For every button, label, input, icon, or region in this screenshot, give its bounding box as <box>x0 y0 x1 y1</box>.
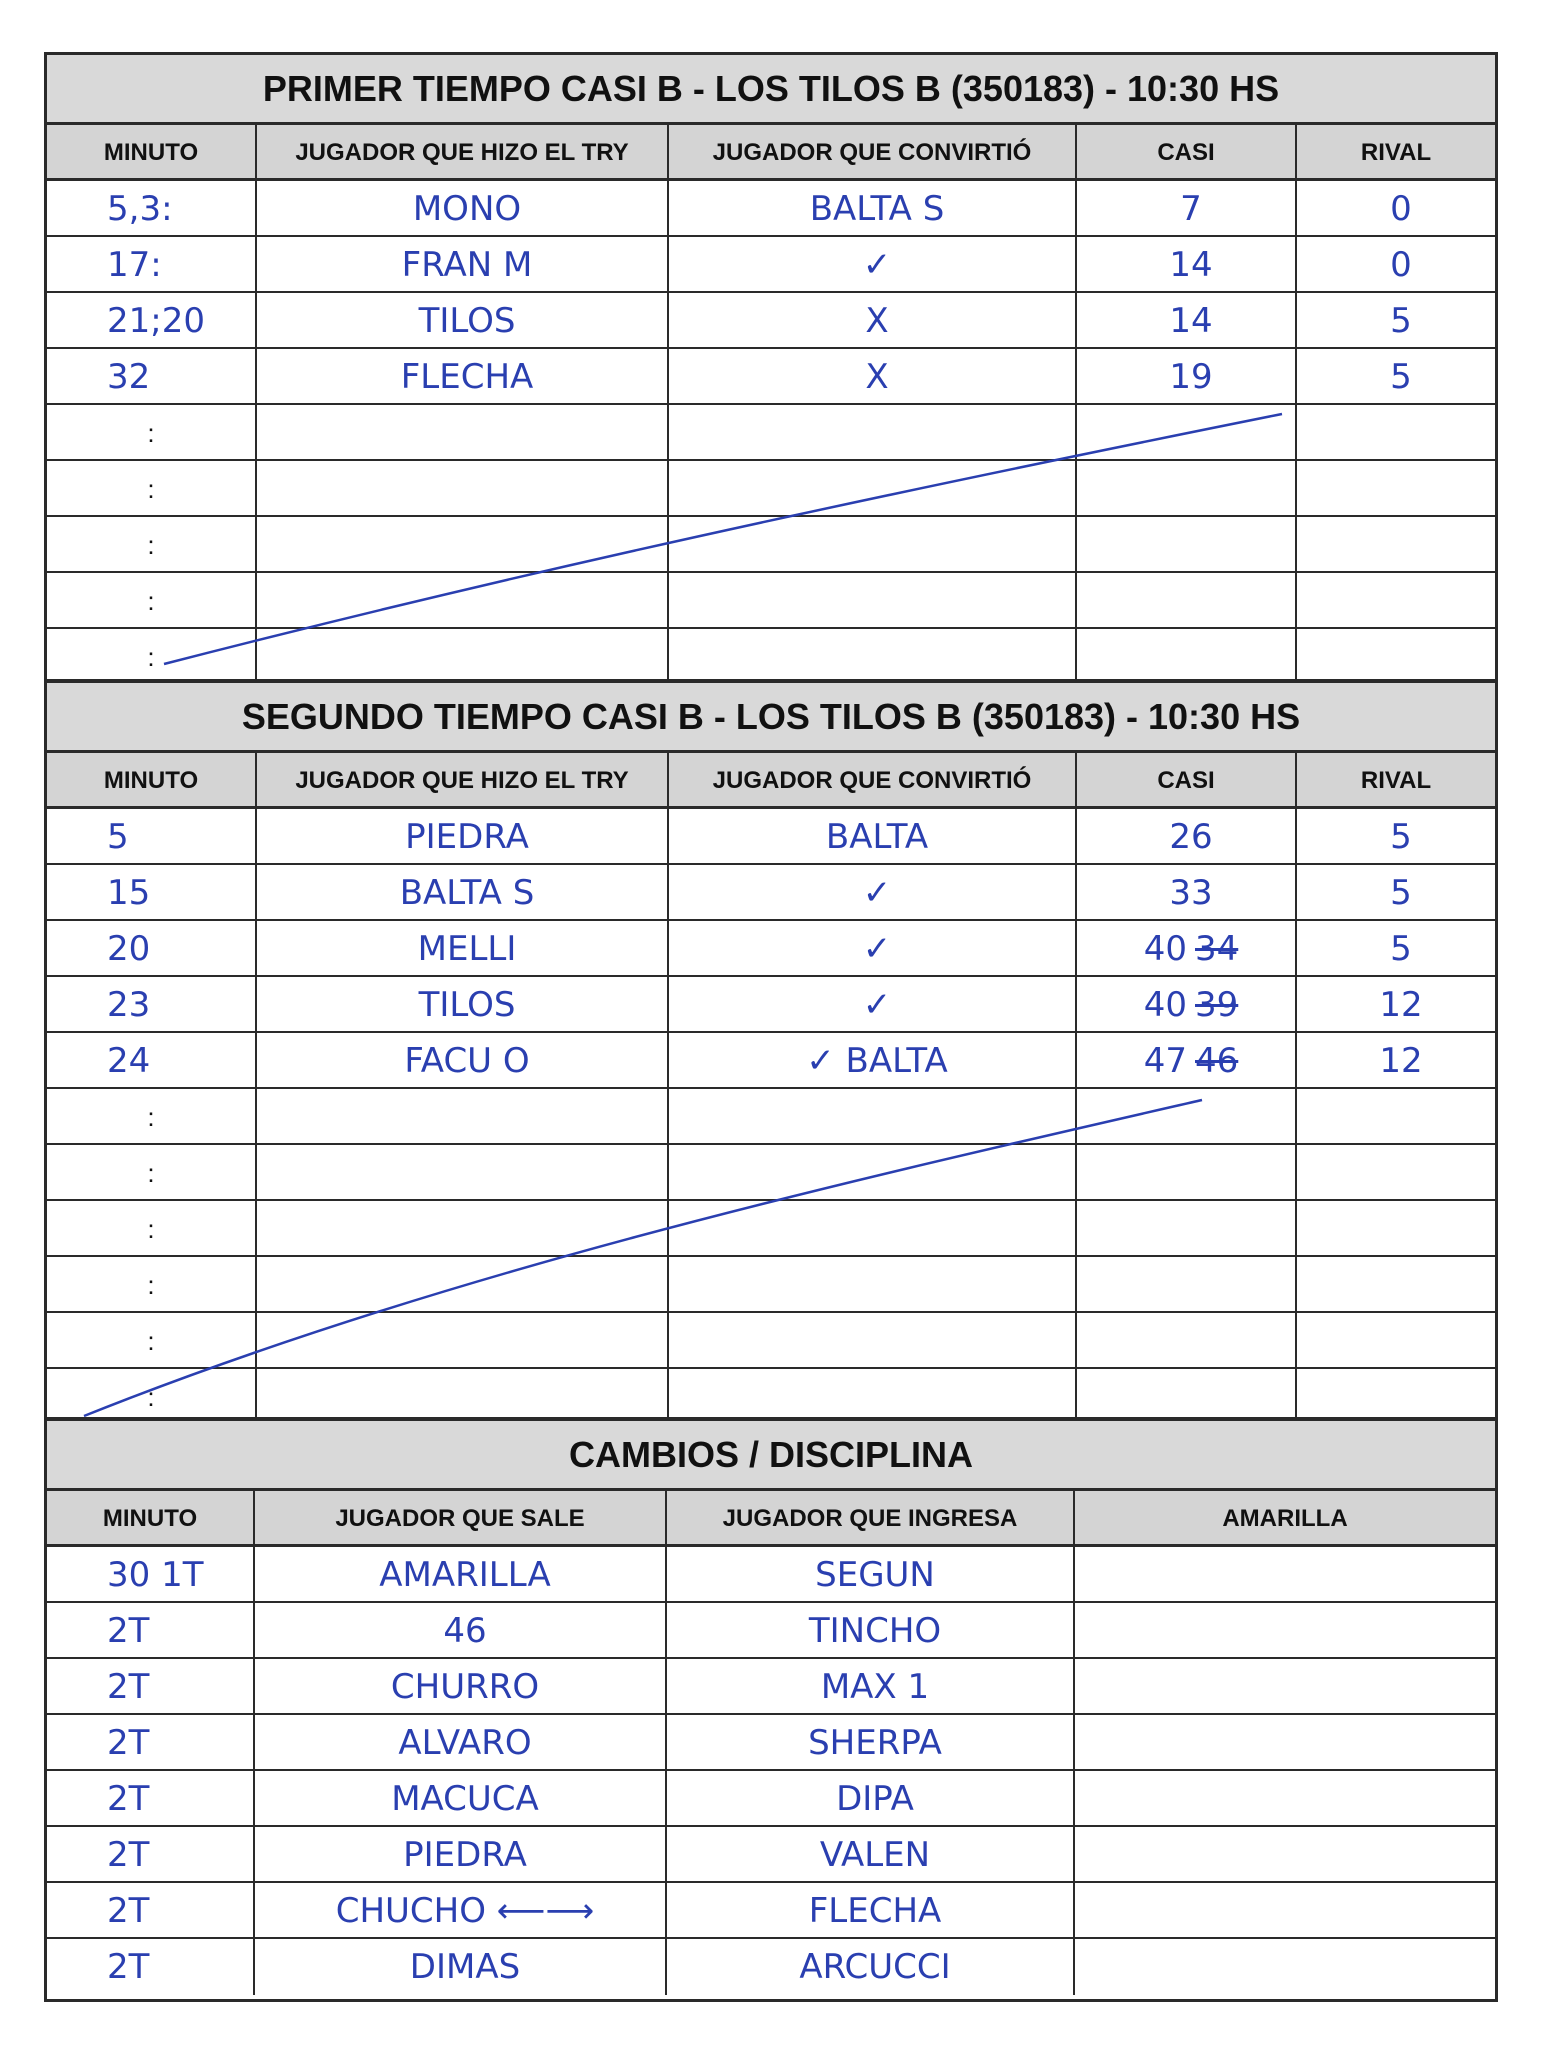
minute-cell: 32 <box>47 349 257 403</box>
minute-cell: 5 <box>47 809 257 863</box>
player-in-cell: ARCUCCI <box>667 1939 1075 1995</box>
table-row <box>47 349 1495 405</box>
minute-cell: 2T <box>47 1603 255 1657</box>
minute-cell: : <box>47 573 257 627</box>
minute-cell: : <box>47 1089 257 1143</box>
casi-score: 40 <box>1143 985 1187 1025</box>
first-half-rows <box>47 181 1495 685</box>
minute-cell: 2T <box>47 1659 255 1713</box>
converter-cell <box>669 1201 1077 1255</box>
casi-score-cell <box>1077 349 1297 403</box>
casi-score-cell <box>1077 573 1297 627</box>
rival-score-cell: 5 <box>1390 357 1412 397</box>
try-scorer-cell: PIEDRA <box>257 809 669 863</box>
header-try-scorer: JUGADOR QUE HIZO EL TRY <box>257 125 669 178</box>
header-rival: RIVAL <box>1360 767 1432 794</box>
second-half-header-row <box>47 753 1495 809</box>
table-row <box>47 461 1495 517</box>
try-scorer-cell <box>257 1145 669 1199</box>
minute-cell: : <box>47 1369 257 1425</box>
casi-score-cell <box>1077 865 1297 919</box>
table-row <box>47 1603 1495 1659</box>
table-row <box>47 809 1495 865</box>
converter-cell <box>669 1313 1077 1367</box>
player-in-cell: TINCHO <box>667 1603 1075 1657</box>
table-row <box>47 1201 1495 1257</box>
match-sheet <box>44 52 1498 2002</box>
try-scorer-cell <box>257 405 669 459</box>
table-row <box>47 921 1495 977</box>
rival-score-cell <box>1297 461 1495 515</box>
player-in-cell: SHERPA <box>667 1715 1075 1769</box>
table-row <box>47 1939 1495 1995</box>
casi-score-cell <box>1077 405 1297 459</box>
player-out-cell: ALVARO <box>255 1715 667 1769</box>
minute-cell: : <box>47 517 257 571</box>
try-scorer-cell <box>257 1089 669 1143</box>
casi-score-cell <box>1077 629 1297 685</box>
player-out-cell: CHURRO <box>255 1659 667 1713</box>
try-scorer-cell <box>257 461 669 515</box>
rival-score-cell <box>1297 1313 1495 1367</box>
casi-score-cell <box>1077 1257 1297 1311</box>
yellow-card-cell <box>1075 1883 1495 1937</box>
rival-score-cell: 0 <box>1390 189 1412 229</box>
try-scorer-cell <box>257 573 669 627</box>
first-half-table <box>44 52 1498 682</box>
rival-score-cell <box>1297 573 1495 627</box>
header-converter: JUGADOR QUE CONVIRTIÓ <box>669 753 1077 806</box>
converter-cell <box>669 573 1077 627</box>
converter-cell <box>669 1257 1077 1311</box>
casi-score-struck: 39 <box>1195 985 1239 1025</box>
casi-score: 14 <box>1169 245 1213 285</box>
yellow-card-cell <box>1075 1827 1495 1881</box>
casi-score-cell <box>1077 1313 1297 1367</box>
try-scorer-cell: MELLI <box>257 921 669 975</box>
table-row <box>47 181 1495 237</box>
minute-cell: 17: <box>47 237 257 291</box>
try-scorer-cell: MONO <box>257 181 669 235</box>
converter-cell <box>669 517 1077 571</box>
player-out-cell: CHUCHO ⟵⟶ <box>255 1883 667 1937</box>
rival-score-cell <box>1297 517 1495 571</box>
table-row <box>47 1145 1495 1201</box>
casi-score-cell <box>1077 517 1297 571</box>
table-row <box>47 1547 1495 1603</box>
table-row <box>47 1033 1495 1089</box>
converter-cell: BALTA S <box>669 181 1077 235</box>
casi-score: 7 <box>1180 189 1202 229</box>
rival-score-cell: 0 <box>1390 245 1412 285</box>
rival-score-cell: 12 <box>1379 1041 1423 1081</box>
casi-score-struck: 34 <box>1195 929 1239 969</box>
converter-cell: X <box>669 349 1077 403</box>
table-row <box>47 1089 1495 1145</box>
table-row <box>47 237 1495 293</box>
try-scorer-cell <box>257 1201 669 1255</box>
try-scorer-cell <box>257 1313 669 1367</box>
rival-score-cell: 5 <box>1390 873 1412 913</box>
converter-cell: ✓ <box>669 237 1077 291</box>
rival-score-cell: 12 <box>1379 985 1423 1025</box>
header-rival: RIVAL <box>1360 139 1432 166</box>
casi-score-cell <box>1077 809 1297 863</box>
rival-score-cell <box>1297 1145 1495 1199</box>
minute-cell: 2T <box>47 1715 255 1769</box>
table-row <box>47 1369 1495 1425</box>
player-in-cell: FLECHA <box>667 1883 1075 1937</box>
minute-cell: 20 <box>47 921 257 975</box>
converter-cell: ✓ <box>669 865 1077 919</box>
minute-cell: 15 <box>47 865 257 919</box>
table-row <box>47 1715 1495 1771</box>
header-try-scorer: JUGADOR QUE HIZO EL TRY <box>257 753 669 806</box>
try-scorer-cell: TILOS <box>257 977 669 1031</box>
converter-cell: X <box>669 293 1077 347</box>
yellow-card-cell <box>1075 1603 1495 1657</box>
first-half-title: PRIMER TIEMPO CASI B - LOS TILOS B (350183) - 10:30 HS <box>47 55 1495 125</box>
second-half-table <box>44 680 1498 1420</box>
casi-score-cell <box>1077 293 1297 347</box>
try-scorer-cell <box>257 517 669 571</box>
converter-cell <box>669 629 1077 685</box>
minute-cell: 30 1T <box>47 1547 255 1601</box>
casi-score: 26 <box>1169 817 1213 857</box>
minute-cell: 24 <box>47 1033 257 1087</box>
header-casi: CASI <box>1077 753 1297 806</box>
try-scorer-cell: FLECHA <box>257 349 669 403</box>
header-converter: JUGADOR QUE CONVIRTIÓ <box>669 125 1077 178</box>
minute-cell: : <box>47 629 257 685</box>
table-row <box>47 1827 1495 1883</box>
rival-score-cell <box>1297 1201 1495 1255</box>
rival-score-cell <box>1297 405 1495 459</box>
casi-score-struck: 46 <box>1195 1041 1239 1081</box>
minute-cell: 5,3: <box>47 181 257 235</box>
header-yellow-card: AMARILLA <box>1222 1505 1348 1532</box>
table-row <box>47 405 1495 461</box>
player-in-cell: SEGUN <box>667 1547 1075 1601</box>
converter-cell: ✓ <box>669 921 1077 975</box>
discipline-header-row <box>47 1491 1495 1547</box>
converter-cell <box>669 461 1077 515</box>
try-scorer-cell: FACU O <box>257 1033 669 1087</box>
casi-score: 33 <box>1169 873 1213 913</box>
try-scorer-cell: TILOS <box>257 293 669 347</box>
header-casi: CASI <box>1077 125 1297 178</box>
table-row <box>47 629 1495 685</box>
try-scorer-cell <box>257 1369 669 1425</box>
table-row <box>47 517 1495 573</box>
rival-score-cell <box>1297 629 1495 685</box>
rival-score-cell: 5 <box>1390 301 1412 341</box>
minute-cell: : <box>47 1145 257 1199</box>
minute-cell: 23 <box>47 977 257 1031</box>
converter-cell <box>669 1145 1077 1199</box>
minute-cell: : <box>47 405 257 459</box>
casi-score-cell <box>1077 237 1297 291</box>
converter-cell <box>669 1369 1077 1425</box>
discipline-rows <box>47 1547 1495 1995</box>
minute-cell: : <box>47 461 257 515</box>
casi-score-cell <box>1077 181 1297 235</box>
minute-cell: 21;20 <box>47 293 257 347</box>
table-row <box>47 1659 1495 1715</box>
casi-score-cell <box>1077 1201 1297 1255</box>
converter-cell: ✓ BALTA <box>669 1033 1077 1087</box>
yellow-card-cell <box>1075 1771 1495 1825</box>
minute-cell: : <box>47 1313 257 1367</box>
yellow-card-cell <box>1075 1547 1495 1601</box>
casi-score-cell <box>1077 1145 1297 1199</box>
minute-cell: 2T <box>47 1827 255 1881</box>
minute-cell: 2T <box>47 1939 255 1995</box>
header-minute: MINUTO <box>47 125 257 178</box>
player-in-cell: DIPA <box>667 1771 1075 1825</box>
second-half-title: SEGUNDO TIEMPO CASI B - LOS TILOS B (350183) - 10:30 HS <box>47 683 1495 753</box>
table-row <box>47 293 1495 349</box>
first-half-header-row <box>47 125 1495 181</box>
casi-score-cell <box>1077 977 1297 1031</box>
converter-cell <box>669 1089 1077 1143</box>
try-scorer-cell: FRAN M <box>257 237 669 291</box>
casi-score-cell <box>1077 1369 1297 1425</box>
casi-score: 47 <box>1143 1041 1187 1081</box>
casi-score: 19 <box>1169 357 1213 397</box>
player-out-cell: DIMAS <box>255 1939 667 1995</box>
casi-score-cell <box>1077 1089 1297 1143</box>
converter-cell: ✓ <box>669 977 1077 1031</box>
rival-score-cell: 5 <box>1390 929 1412 969</box>
player-out-cell: MACUCA <box>255 1771 667 1825</box>
header-minute: MINUTO <box>47 753 257 806</box>
table-row <box>47 1257 1495 1313</box>
rival-score-cell: 5 <box>1390 817 1412 857</box>
header-player-out: JUGADOR QUE SALE <box>255 1491 667 1544</box>
rival-score-cell <box>1297 1089 1495 1143</box>
yellow-card-cell <box>1075 1939 1495 1995</box>
converter-cell <box>669 405 1077 459</box>
table-row <box>47 1771 1495 1827</box>
header-player-in: JUGADOR QUE INGRESA <box>667 1491 1075 1544</box>
second-half-rows <box>47 809 1495 1425</box>
yellow-card-cell <box>1075 1715 1495 1769</box>
minute-cell: 2T <box>47 1883 255 1937</box>
table-row <box>47 977 1495 1033</box>
casi-score: 14 <box>1169 301 1213 341</box>
casi-score-cell <box>1077 921 1297 975</box>
converter-cell: BALTA <box>669 809 1077 863</box>
player-out-cell: 46 <box>255 1603 667 1657</box>
try-scorer-cell <box>257 629 669 685</box>
discipline-title: CAMBIOS / DISCIPLINA <box>47 1421 1495 1491</box>
discipline-table <box>44 1418 1498 2002</box>
player-out-cell: PIEDRA <box>255 1827 667 1881</box>
minute-cell: 2T <box>47 1771 255 1825</box>
try-scorer-cell: BALTA S <box>257 865 669 919</box>
casi-score-cell <box>1077 461 1297 515</box>
player-in-cell: VALEN <box>667 1827 1075 1881</box>
table-row <box>47 573 1495 629</box>
player-in-cell: MAX 1 <box>667 1659 1075 1713</box>
table-row <box>47 1313 1495 1369</box>
yellow-card-cell <box>1075 1659 1495 1713</box>
rival-score-cell <box>1297 1257 1495 1311</box>
player-out-cell: AMARILLA <box>255 1547 667 1601</box>
try-scorer-cell <box>257 1257 669 1311</box>
minute-cell: : <box>47 1201 257 1255</box>
table-row <box>47 865 1495 921</box>
table-row <box>47 1883 1495 1939</box>
casi-score-cell <box>1077 1033 1297 1087</box>
minute-cell: : <box>47 1257 257 1311</box>
header-minute: MINUTO <box>47 1491 255 1544</box>
rival-score-cell <box>1297 1369 1495 1425</box>
casi-score: 40 <box>1143 929 1187 969</box>
